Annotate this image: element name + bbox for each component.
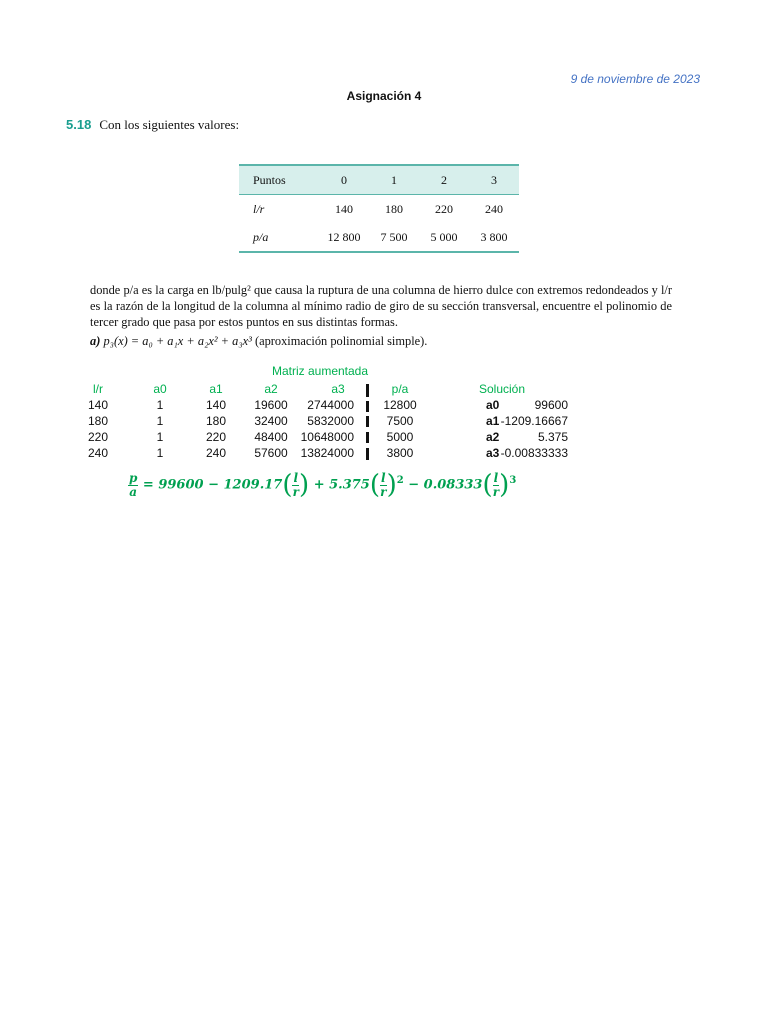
matrix-header: p/a [391,382,409,396]
matrix-header: a0 [153,382,167,396]
table-row [239,195,519,224]
solution-var: a3 [486,446,500,460]
matrix-cell: 2744000 [307,398,354,412]
matrix-cell: 140 [205,398,227,412]
problem-paragraph: donde p/a es la carga en lb/pulg² que causa la ruptura de una columna de hierro dulce con extremos redondeados y l/r es la razón de la longitud de la columna al mínimo radio de giro de su sección transversal, encuentre el polinomio de tercer grado que pasa por estos puntos en sus distintas formas. [90,283,672,329]
matrix-cell: 13824000 [300,446,354,460]
lr-fraction: $\frac{l}{r}$ [380,470,387,499]
matrix-cell: 48400 [254,430,288,444]
exponent: 2 [396,475,404,487]
table-cell: 1 [369,165,419,195]
solution-var: a2 [486,430,500,444]
matrix-cell: 140 [87,398,109,412]
table-row [239,165,519,195]
table-row-label: l/r [253,201,265,216]
matrix-cell: 7500 [386,414,414,428]
table-cell: 2 [419,165,469,195]
matrix-header: l/r [93,382,103,396]
solution-value: 5.375 [537,430,568,444]
matrix-cell: 32400 [254,414,288,428]
problem-number: 5.18 [66,117,92,132]
matrix-cell: 1 [156,414,164,428]
table-header-label: Puntos [239,165,319,195]
part-a-label: a) [90,334,101,348]
values-table [239,164,519,253]
matrix-cell: 240 [205,446,227,460]
matrix-cell: 19600 [254,398,288,412]
matrix-cell: 5000 [386,430,414,444]
table-cell: 5 000 [419,223,469,252]
matrix-header: a1 [209,382,223,396]
lr-fraction: $\frac{l}{r}$ [492,470,500,499]
problem-statement [66,117,239,133]
solution-value: -1209.16667 [500,414,568,428]
augment-separator [366,432,369,443]
formula-term: + 5.375 [313,477,370,493]
table-cell: 7 500 [369,223,419,252]
solution-title: Solución [478,382,526,396]
matrix-cell: 1 [156,446,164,460]
table-cell: 3 [469,165,519,195]
lr-fraction: $\frac{l}{r}$ [292,470,299,499]
matrix-cell: 1 [156,398,164,412]
page-title: Asignación 4 [346,89,422,103]
matrix-cell: 220 [87,430,109,444]
augment-separator [366,401,369,412]
matrix-cell: 1 [156,430,164,444]
table-cell: 140 [335,201,353,216]
table-cell: 240 [485,201,503,216]
problem-text: Con los siguientes valores: [99,117,240,132]
table-row-label: p/a [239,223,319,252]
matrix-cell: 12800 [383,398,417,412]
lhs-fraction: $\frac{p}{a}$ [129,470,138,499]
solution-var: a1 [486,414,500,428]
table-cell: 12 800 [319,223,369,252]
exponent: 3 [509,475,517,487]
table-cell: 0 [319,165,369,195]
solution-value: 99600 [534,398,568,412]
augment-separator [366,384,369,397]
table-cell: 180 [385,201,403,216]
table-cell: 220 [435,201,453,216]
matrix-title: Matriz aumentada [271,364,369,378]
matrix-cell: 240 [87,446,109,460]
matrix-cell: 180 [87,414,109,428]
augment-separator [366,448,369,460]
matrix-header: a3 [331,382,345,396]
document-date: 9 de noviembre de 2023 [570,72,700,86]
part-a-expression: p₃(x) = a₀ + a₁x + a₂x² + a₃x³ [103,334,252,348]
matrix-cell: 3800 [386,446,414,460]
augment-separator [366,416,369,427]
result-formula: $\frac{p}{a}$ = 99600 − 1209.17( $\frac{l}{r}$ ) + 5.375( $\frac{l}{r}$ )$^2$ − 0.08333( $\frac{l}{r}$ )$^3$ [129,470,517,500]
part-a-description: (aproximación polinomial simple). [254,334,428,348]
part-a [90,334,427,349]
solution-var: a0 [486,398,500,412]
formula-term: = 99600 − 1209.17 [142,477,283,493]
matrix-cell: 57600 [254,446,288,460]
matrix-cell: 5832000 [307,414,354,428]
table-row [239,223,519,252]
matrix-cell: 220 [205,430,227,444]
matrix-header: a2 [264,382,278,396]
solution-value: -0.00833333 [500,446,568,460]
table-cell: 3 800 [469,223,519,252]
matrix-cell: 10648000 [300,430,354,444]
formula-term: − 0.08333 [408,477,483,493]
matrix-cell: 180 [205,414,227,428]
